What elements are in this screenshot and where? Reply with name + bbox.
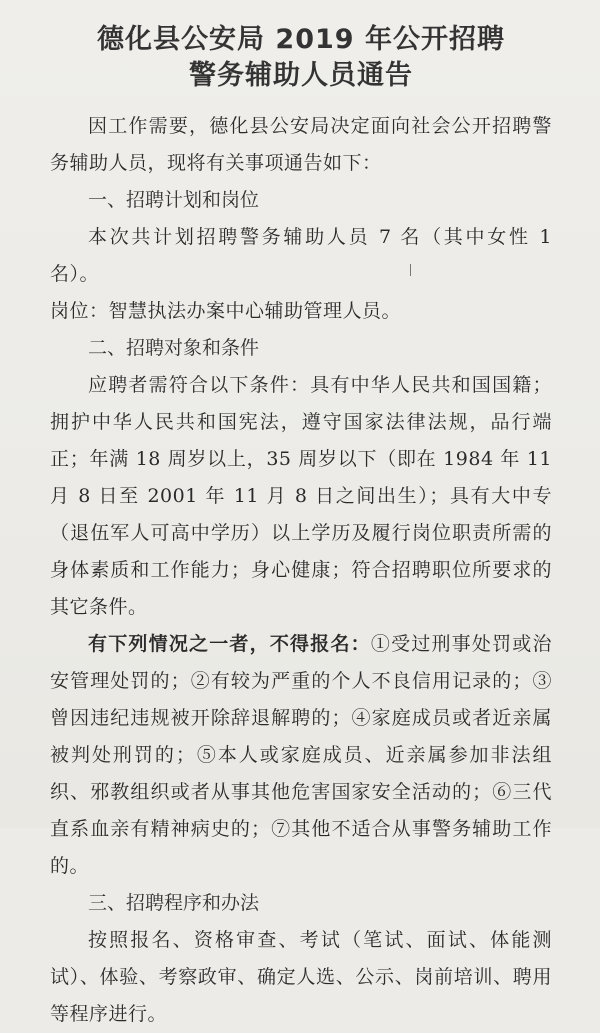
section-1-paragraph-2: 岗位：智慧执法办案中心辅助管理人员。 [50,300,402,322]
section-3-paragraph-1: 按照报名、资格审查、考试（笔试、面试、体能测试）、体验、考察政审、确定人选、公示、岗前培训、聘用等程序进行。 [50,929,552,1025]
section-2-heading: 二、招聘对象和条件 [88,337,260,359]
exclusion-text: ①受过刑事处罚或治安管理处罚的；②有较为严重的个人不良信用记录的；③曾因违纪违规被开除辞退解聘的；④家庭成员或者近亲属被判处刑罚的；⑤本人或家庭成员、近亲属参加非法组织、邪教组织或者从事其他危害国家安全活动的；⑥三代直系血亲有精神病史的；⑦其他不适合从事警务辅助工作的。 [50,633,552,877]
section-2-paragraph-1: 应聘者需符合以下条件：具有中华人民共和国国籍；拥护中华人民共和国宪法，遵守国家法律法规，品行端正；年满 18 周岁以上，35 周岁以下（即在 1984 年 11 月 8 日至 2001 年 11 月 8 日之间出生）；具有大中专（退伍军人可高中学历）以上学历及履行岗位职责所需的身体素质和工作能力；身心健康；符合招聘职位所要求的其它条件。 [50,374,552,618]
exclusion-lead: 有下列情况之一者，不得报名： [88,633,371,655]
section-1-paragraph-1: 本次共计划招聘警务辅助人员 7 名（其中女性 1 名）。 [50,226,552,285]
document-title [50,22,552,94]
scan-artifact-mark [410,264,411,276]
section-2-exclusions [50,626,552,885]
intro-paragraph: 因工作需要，德化县公安局决定面向社会公开招聘警务辅助人员，现将有关事项通告如下： [50,115,552,174]
title-line-1: 德化县公安局 2019 年公开招聘 [97,24,505,55]
section-1-heading: 一、招聘计划和岗位 [88,189,260,211]
title-line-2: 警务辅助人员通告 [189,60,413,91]
section-3-heading: 三、招聘程序和办法 [88,892,260,914]
